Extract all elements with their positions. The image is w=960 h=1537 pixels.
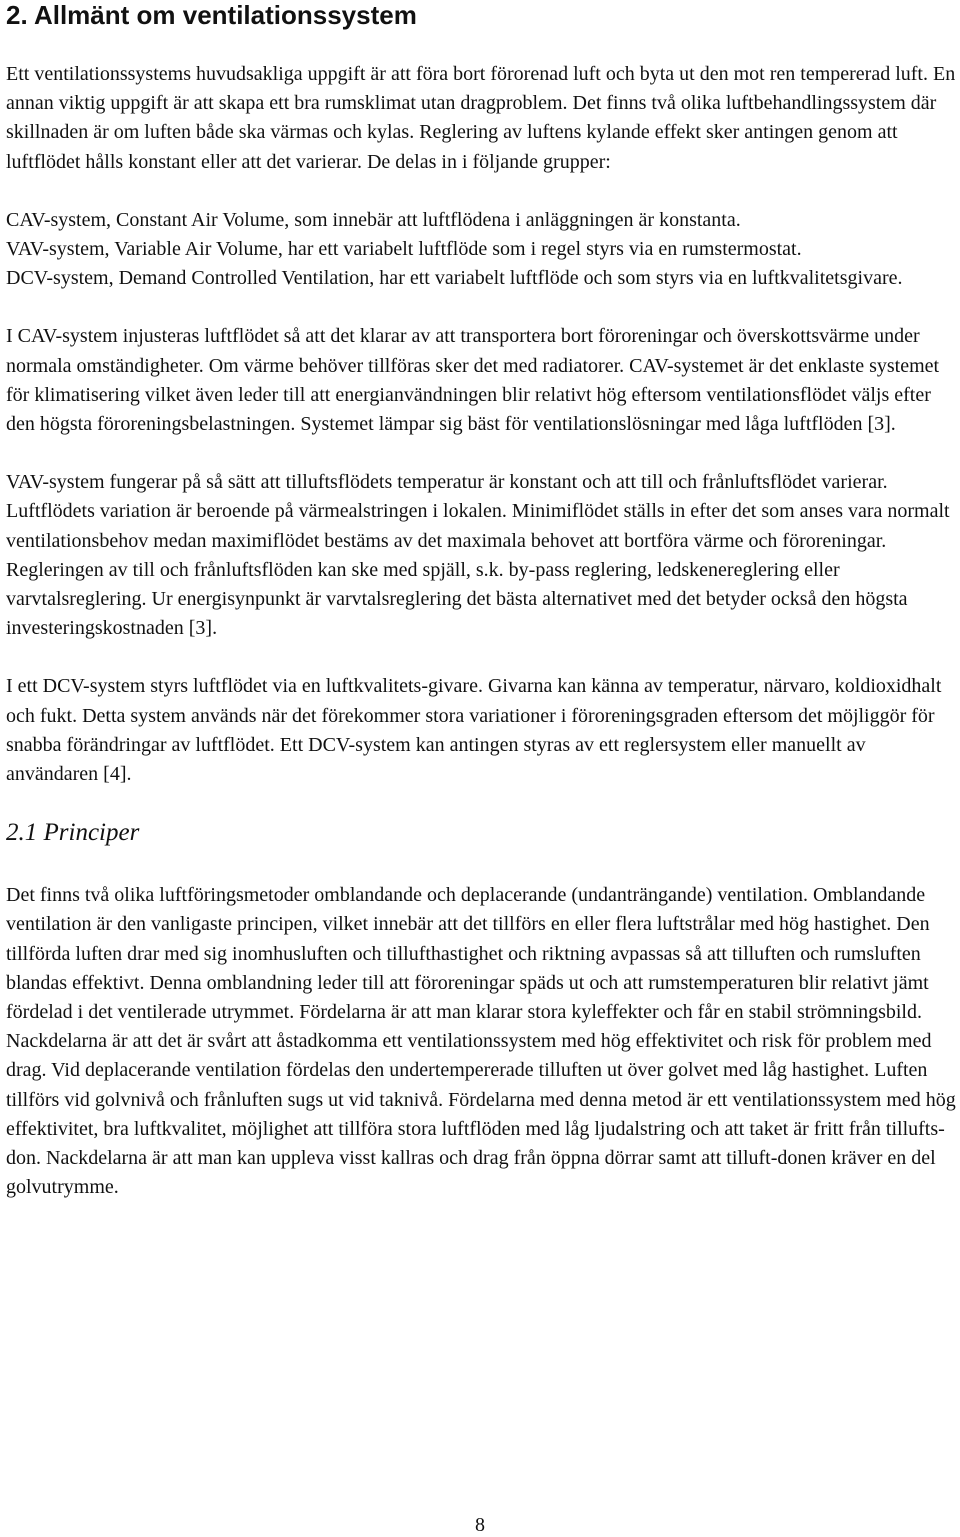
page-number: 8 [475,1514,485,1536]
subsection-heading: 2.1 Principer [6,819,140,847]
section-heading: 2. Allmänt om ventilationssystem [6,0,417,30]
cav-definition: CAV-system, Constant Air Volume, som innebär att luftflödena i anläggningen är konstanta. [6,208,741,231]
vav-definition: VAV-system, Variable Air Volume, har ett variabelt luftflöde som i regel styrs via en rumstermostat. [6,238,802,261]
principles-paragraph: Det finns två olika luftföringsmetoder omblandande och deplacerande (undanträngande) ventilation. Omblandande ventilation är den vanligaste principen, vilket innebär att det tillförs en eller flera luftstrålar med hög hastighet. Den tillförda luften drar med sig inomhusluften och tillufthastighet och riktning avpassas så att tilluften och rumsluften blandas effektivt. Denna omblandning leder till att föroreningar späds ut och att rumstemperaturen blir relativt jämt fördelad i det ventilerade utrymmet. Fördelarna är att man klarar stora kyleffekter och får en stabil strömningsbild. Nackdelarna är att det är svårt att åstadkomma ett ventilationssystem med hög effektivitet och risk för problem med drag. Vid deplacerande ventilation fördelas den undertempererade tilluften ut över golvet med låg hastighet. Luften tillförs vid golvnivå och frånluften sugs ut vid taknivå. Fördelarna med denna metod är ett ventilationssystem med hög effektivitet, bra luftkvalitet, möjlighet att tillföra stora luftflöden med låg ljudalstring och att taket är fritt från tillufts-don. Nackdelarna är att man kan uppleva visst kallras och drag från öppna dörrar samt att tilluft-donen kräver en del golvutrymme. [6,884,956,1199]
vav-paragraph: VAV-system fungerar på så sätt att tilluftsflödets temperatur är konstant och att till och frånluftsflödet varierar. Luftflödets variation är beroende på värmealstringen i lokalen. Minimiflödet ställs in efter det som anses vara normalt ventilationsbehov medan maximiflödet bestäms av det maximala behovet att bortföra värme och föroreningar. Regleringen av till och frånluftsflöden kan ske med spjäll, s.k. by-pass reglering, ledskenereglering eller varvtalsreglering. Ur energisynpunkt är varvtalsreglering det bästa alternativet med det betyder också den högsta investeringskostnaden [3]. [6,471,950,640]
intro-paragraph: Ett ventilationssystems huvudsakliga uppgift är att föra bort förorenad luft och byta ut den mot ren tempererad luft. En annan viktig uppgift är att skapa ett bra rumsklimat utan dragproblem. Det finns två olika luftbehandlingssystem där skillnaden är om luften både ska värmas och kylas. Reglering av luftens kylande effekt sker antingen genom att luftflödet hålls konstant eller att det varierar. De delas in i följande grupper: [6,63,956,173]
dcv-definition: DCV-system, Demand Controlled Ventilation, har ett variabelt luftflöde och som styrs via en luftkvalitetsgivare. [6,267,903,290]
cav-paragraph: I CAV-system injusteras luftflödet så att det klarar av att transportera bort föroreningar och överskottsvärme under normala omständigheter. Om värme behöver tillföras sker det med radiatorer. CAV-systemet är det enklaste systemet för klimatisering vilket även leder till att energianvändningen blir relativt hög eftersom ventilationsflödet väljs efter den högsta föroreningsbelastningen. Systemet lämpar sig bäst för ventilationslösningar med låga luftflöden [3]. [6,325,940,436]
dcv-paragraph: I ett DCV-system styrs luftflödet via en luftkvalitets-givare. Givarna kan känna av temperatur, närvaro, koldioxidhalt och fukt. Detta system används när det förekommer stora variationer i föroreningsgraden eftersom det möjliggör för snabba förändringar av luftflödet. Ett DCV-system kan antingen styras av ett reglersystem eller manuellt av användaren [4]. [6,675,942,786]
document-page [6,0,956,1203]
